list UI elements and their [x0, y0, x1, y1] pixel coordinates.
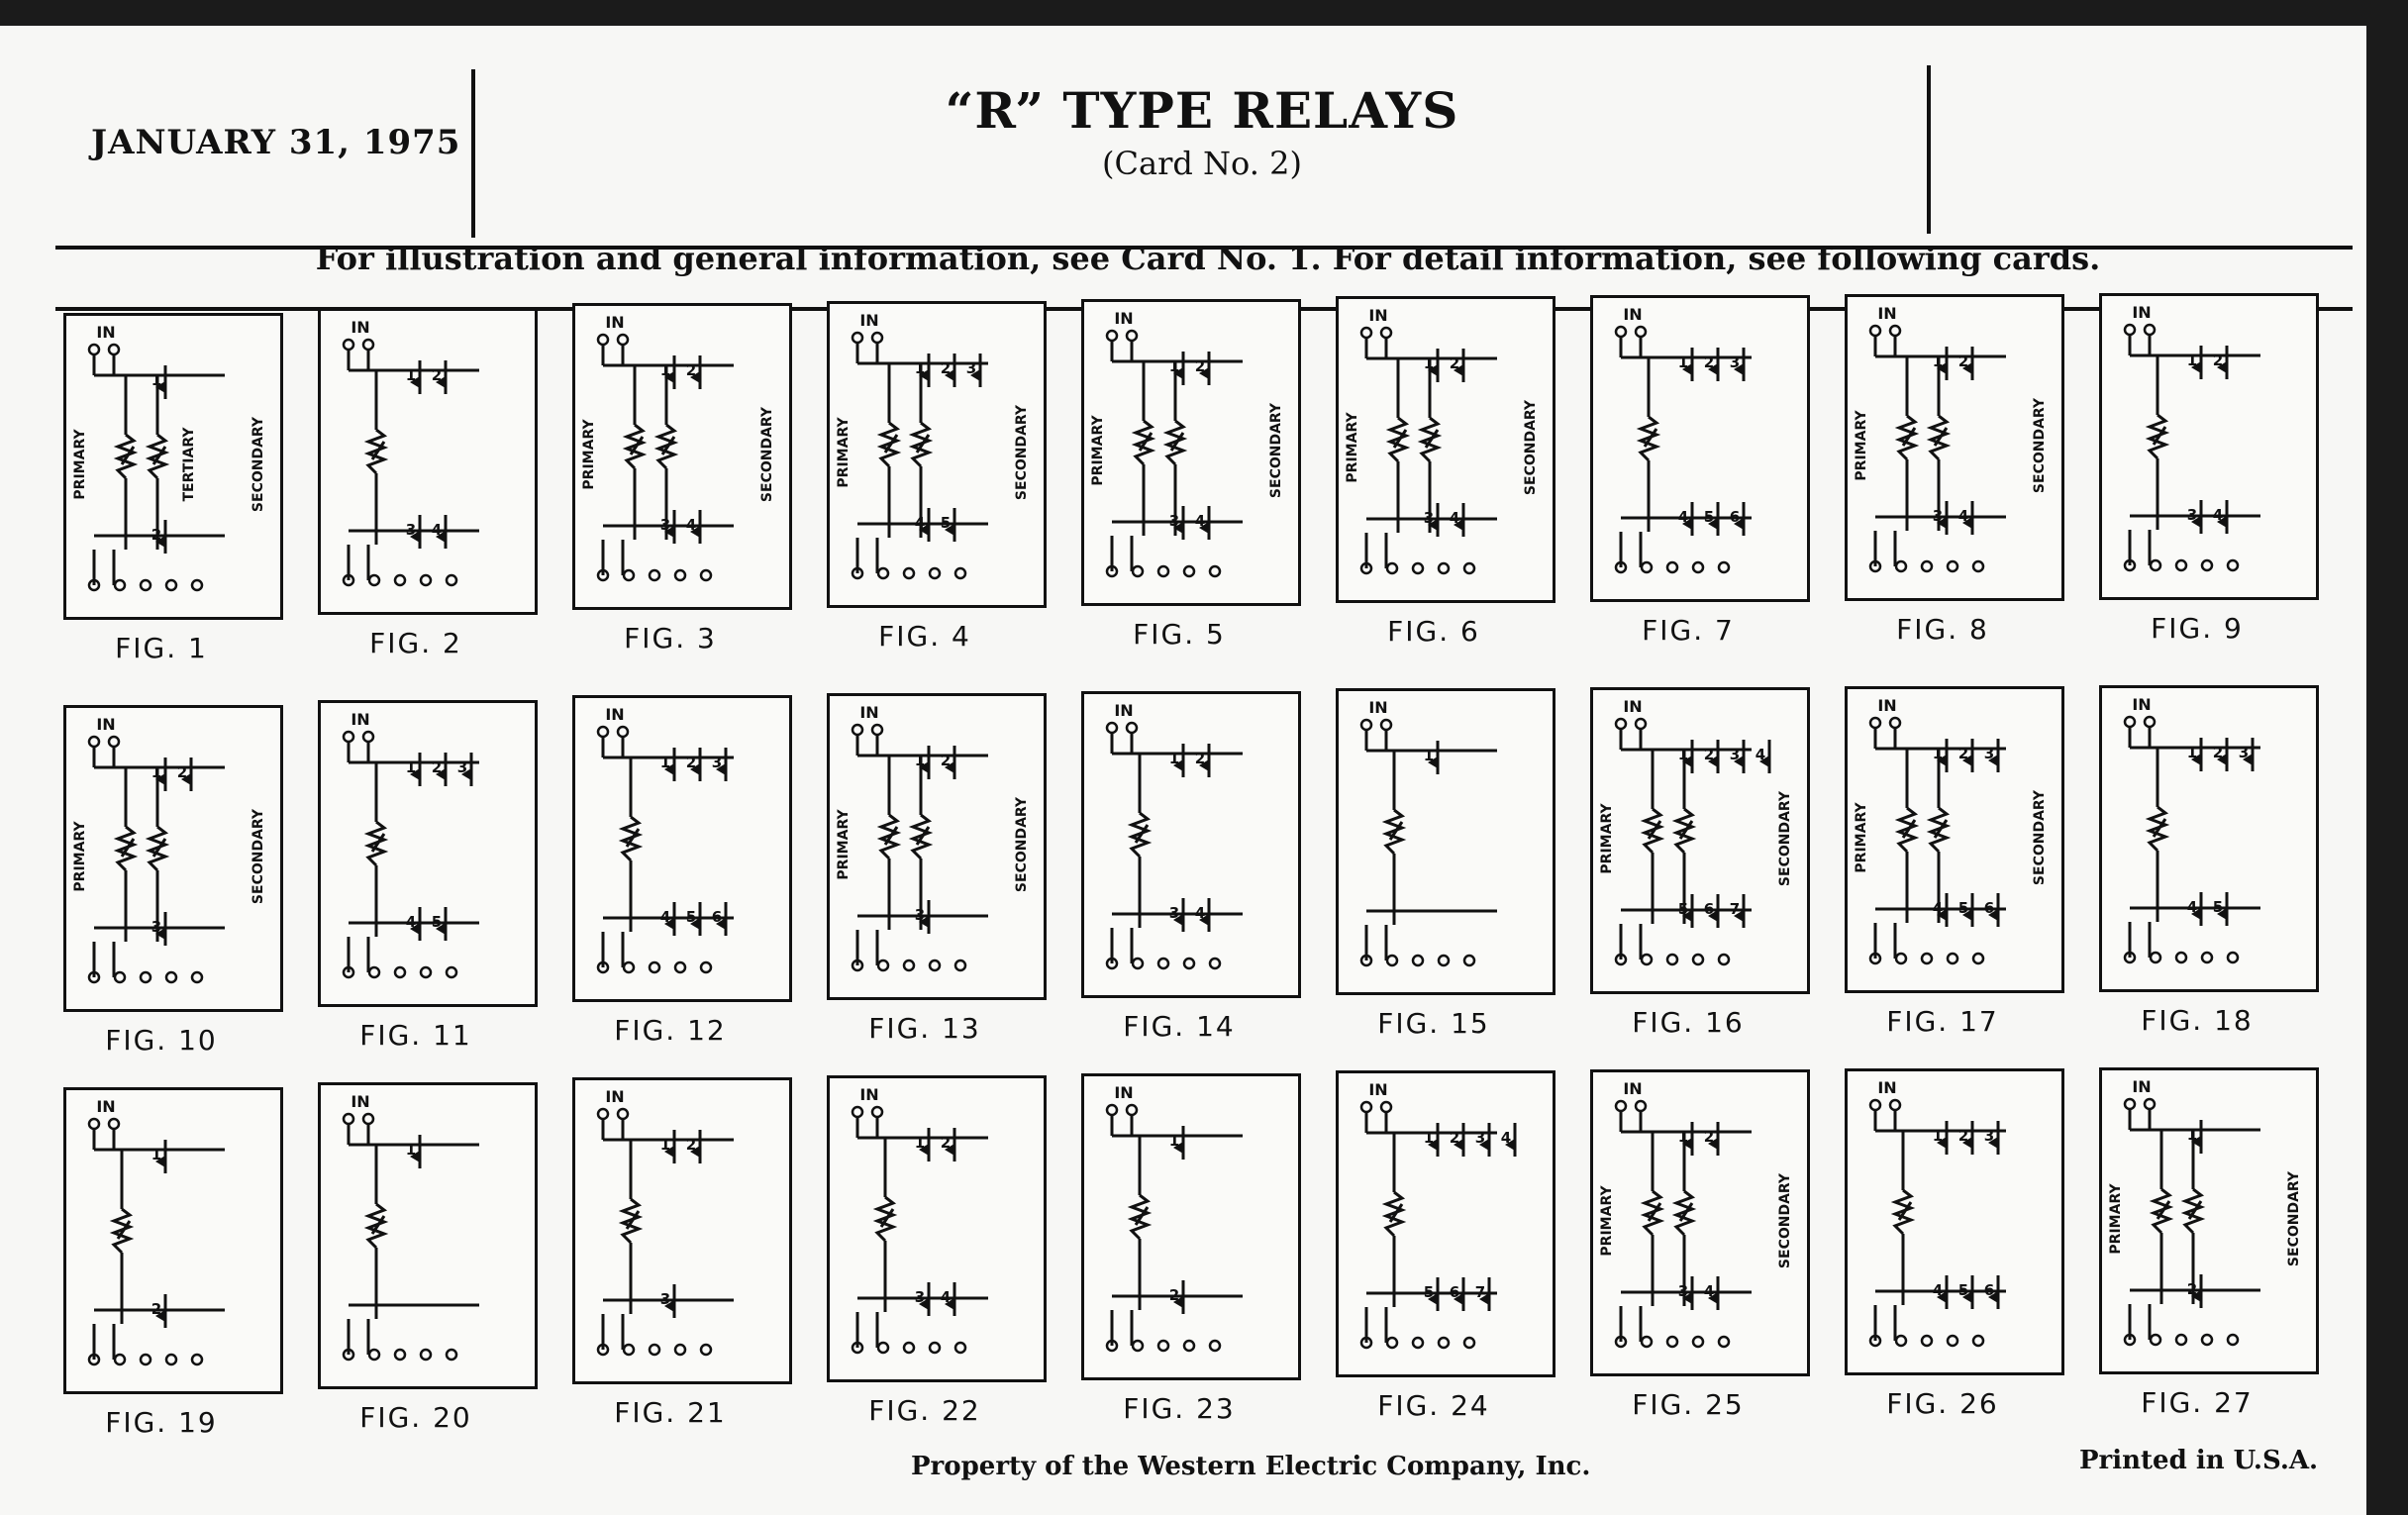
- spring-number: 1: [150, 371, 162, 389]
- spring-number: 2: [1449, 354, 1460, 373]
- spring-number: 4: [1932, 898, 1944, 917]
- relay-schematic: [1084, 694, 1298, 995]
- figure-label: FIG. 14: [1123, 1009, 1236, 1043]
- spring-number: 1: [1677, 1128, 1689, 1146]
- figure-diagram: [1590, 687, 1810, 994]
- spring-number: 5: [1677, 900, 1689, 918]
- spring-number: 2: [685, 754, 697, 772]
- spring-number: 3: [405, 521, 417, 540]
- figure-label: FIG. 15: [1377, 1007, 1490, 1041]
- spring-number: 5: [1957, 1280, 1969, 1299]
- spring-number: 2: [1703, 354, 1715, 371]
- spring-number: 3: [1423, 509, 1435, 528]
- figure-diagram: [1845, 686, 2064, 993]
- coil-label-secondary: SECONDARY: [2032, 789, 2048, 885]
- spring-number: 4: [1957, 506, 1969, 525]
- spring-number: 3: [1983, 1126, 1995, 1145]
- figure-label: FIG. 1: [115, 632, 208, 664]
- spring-number: 4: [914, 514, 926, 532]
- spring-number: 3: [1168, 511, 1180, 530]
- figure-diagram: [2099, 293, 2319, 600]
- spring-number: 1: [1932, 352, 1944, 370]
- coil-label-primary: PRIMARY: [836, 417, 852, 488]
- in-label: IN: [1114, 1082, 1134, 1102]
- figure-label: FIG. 8: [1896, 612, 1989, 646]
- figure-label: FIG. 25: [1632, 1388, 1745, 1421]
- spring-number: 2: [1703, 746, 1715, 763]
- spring-number: 3: [2186, 505, 2198, 524]
- spring-number: 4: [1677, 508, 1689, 526]
- coil-label-primary: PRIMARY: [1599, 1185, 1615, 1257]
- spring-number: 6: [1983, 1280, 1995, 1299]
- spring-number: 1: [1168, 356, 1180, 375]
- spring-number: 5: [1957, 898, 1969, 917]
- relay-schematic: [1848, 297, 2061, 598]
- figure-label: FIG. 12: [614, 1014, 727, 1048]
- spring-number: 1: [405, 758, 417, 777]
- card-date: JANUARY 31, 1975: [91, 123, 461, 162]
- spring-number: 3: [659, 516, 671, 535]
- coil-label-secondary: SECONDARY: [1523, 400, 1539, 496]
- coil-label-primary: PRIMARY: [72, 821, 88, 892]
- relay-schematic: [575, 1080, 789, 1381]
- figure-diagram: [1336, 1070, 1555, 1377]
- figure-label: FIG. 19: [105, 1406, 218, 1439]
- relay-schematic: [1848, 1071, 2061, 1372]
- figure-diagram: [572, 1077, 792, 1384]
- spring-number: 3: [914, 1288, 926, 1306]
- spring-number: 5: [431, 913, 443, 932]
- in-label: IN: [351, 318, 370, 338]
- figure-label: FIG. 11: [359, 1019, 472, 1053]
- spring-number: 4: [1932, 1280, 1944, 1299]
- coil-label-secondary: SECONDARY: [251, 808, 266, 905]
- in-label: IN: [1877, 695, 1897, 715]
- in-label: IN: [96, 1097, 116, 1116]
- figure-label: FIG. 22: [868, 1394, 981, 1427]
- relay-schematic: [2102, 688, 2316, 989]
- coil-label-secondary: SECONDARY: [2032, 397, 2048, 493]
- in-label: IN: [1877, 1077, 1897, 1097]
- spring-number: 1: [1677, 354, 1689, 371]
- in-label: IN: [2132, 1076, 2152, 1096]
- spring-number: 1: [659, 361, 671, 380]
- figure-label: FIG. 17: [1886, 1004, 1999, 1038]
- spring-number: 2: [1957, 744, 1969, 762]
- spring-number: 4: [1755, 746, 1766, 763]
- spring-number: 3: [150, 918, 162, 936]
- coil-label-primary: PRIMARY: [1090, 415, 1106, 486]
- figure-diagram: [1845, 1068, 2064, 1375]
- in-label: IN: [96, 323, 116, 342]
- spring-number: 3: [1932, 506, 1944, 525]
- figure-diagram: [63, 1087, 283, 1394]
- spring-number: 2: [1168, 1285, 1180, 1304]
- spring-number: 1: [2186, 743, 2198, 761]
- spring-number: 1: [405, 1141, 417, 1160]
- coil-label-secondary: SECONDARY: [1777, 1172, 1793, 1269]
- in-label: IN: [1368, 698, 1388, 718]
- in-label: IN: [1368, 1080, 1388, 1100]
- figure-label: FIG. 2: [369, 627, 462, 660]
- spring-number: 4: [659, 908, 671, 927]
- relay-schematic: [1339, 299, 1553, 600]
- relay-schematic: [575, 306, 789, 607]
- spring-number: 1: [1168, 749, 1180, 767]
- in-label: IN: [859, 703, 879, 722]
- relay-schematic: [575, 698, 789, 999]
- spring-number: 3: [1729, 746, 1741, 763]
- spring-number: 3: [659, 1290, 671, 1309]
- figure-diagram: [318, 1082, 538, 1389]
- figure-diagram: [2099, 685, 2319, 992]
- spring-number: 1: [405, 366, 417, 385]
- figure-label: FIG. 21: [614, 1396, 727, 1430]
- spring-number: 5: [2212, 897, 2224, 916]
- in-label: IN: [2132, 694, 2152, 714]
- spring-number: 2: [1449, 1129, 1460, 1148]
- figure-diagram: [572, 695, 792, 1002]
- in-label: IN: [605, 705, 625, 725]
- spring-number: 4: [1500, 1129, 1512, 1148]
- in-label: IN: [859, 1085, 879, 1104]
- card-subtitle: (Card No. 2): [1102, 145, 1302, 182]
- figure-diagram: [827, 693, 1047, 1000]
- spring-number: 3: [711, 754, 723, 772]
- spring-number: 2: [2212, 351, 2224, 369]
- figure-diagram: [827, 1075, 1047, 1382]
- figure-diagram: [1081, 299, 1301, 606]
- relay-card: [0, 26, 2366, 1515]
- relay-schematic: [830, 1078, 1044, 1379]
- spring-number: 5: [1703, 508, 1715, 526]
- spring-number: 1: [1932, 1126, 1944, 1145]
- coil-label-secondary: SECONDARY: [1268, 402, 1284, 498]
- spring-number: 2: [685, 1136, 697, 1155]
- spring-number: 5: [940, 514, 952, 532]
- figure-label: FIG. 20: [359, 1401, 472, 1435]
- figure-diagram: [1081, 1073, 1301, 1380]
- relay-schematic: [66, 1090, 280, 1391]
- in-label: IN: [351, 710, 370, 730]
- spring-number: 3: [1983, 744, 1995, 762]
- in-label: IN: [351, 1092, 370, 1112]
- relay-schematic: [321, 1085, 535, 1386]
- spring-number: 4: [431, 521, 443, 540]
- spring-number: 3: [1729, 354, 1741, 371]
- coil-label-primary: PRIMARY: [2108, 1183, 2124, 1255]
- relay-schematic: [830, 696, 1044, 997]
- relay-schematic: [2102, 296, 2316, 597]
- in-label: IN: [605, 313, 625, 333]
- relay-schematic: [1339, 691, 1553, 992]
- figure-label: FIG. 10: [105, 1024, 218, 1057]
- spring-number: 2: [940, 359, 952, 377]
- coil-label-secondary: SECONDARY: [251, 416, 266, 513]
- figure-diagram: [1590, 1069, 1810, 1376]
- in-label: IN: [1623, 697, 1643, 716]
- figure-label: FIG. 24: [1377, 1389, 1490, 1423]
- in-label: IN: [1368, 306, 1388, 326]
- relay-schematic: [1084, 1076, 1298, 1377]
- spring-number: 3: [2238, 743, 2250, 761]
- relay-schematic: [1593, 1072, 1807, 1373]
- spring-number: 2: [940, 1134, 952, 1152]
- figure-diagram: [1590, 295, 1810, 602]
- figure-label: FIG. 18: [2141, 1003, 2254, 1037]
- coil-label-secondary: SECONDARY: [1777, 790, 1793, 887]
- figure-label: FIG. 4: [878, 620, 971, 653]
- spring-number: 2: [685, 361, 697, 380]
- in-label: IN: [1877, 303, 1897, 323]
- spring-number: 7: [1474, 1283, 1486, 1302]
- spring-number: 6: [1983, 898, 1995, 917]
- coil-label-secondary: SECONDARY: [1014, 796, 1030, 893]
- spring-number: 1: [1168, 1131, 1180, 1150]
- info-line: For illustration and general information, see Card No. 1. For detail information, see following cards.: [315, 240, 2101, 277]
- spring-number: 3: [456, 758, 468, 777]
- spring-number: 2: [1194, 356, 1206, 375]
- card-title: “R” TYPE RELAYS: [945, 81, 1459, 140]
- spring-number: 1: [659, 754, 671, 772]
- coil-label-secondary: SECONDARY: [759, 407, 775, 503]
- spring-number: 2: [1957, 352, 1969, 370]
- coil-label-primary: PRIMARY: [836, 809, 852, 880]
- spring-number: 1: [914, 752, 926, 769]
- spring-number: 2: [176, 763, 188, 781]
- figure-diagram: [827, 301, 1047, 608]
- spring-number: 1: [659, 1136, 671, 1155]
- figure-diagram: [318, 700, 538, 1007]
- spring-number: 6: [711, 908, 723, 927]
- spring-number: 3: [1677, 1282, 1689, 1300]
- spring-number: 2: [1194, 749, 1206, 767]
- in-label: IN: [605, 1087, 625, 1107]
- figure-label: FIG. 16: [1632, 1006, 1745, 1039]
- spring-number: 7: [1729, 900, 1741, 918]
- relay-schematic: [1339, 1073, 1553, 1374]
- figure-diagram: [1081, 691, 1301, 998]
- spring-number: 1: [1677, 746, 1689, 763]
- figure-diagram: [63, 705, 283, 1012]
- coil-label-primary: PRIMARY: [72, 429, 88, 500]
- spring-number: 2: [2212, 743, 2224, 761]
- figure-diagram: [1336, 688, 1555, 995]
- in-label: IN: [2132, 302, 2152, 322]
- in-label: IN: [1114, 700, 1134, 720]
- spring-number: 2: [150, 526, 162, 544]
- spring-number: 4: [1194, 903, 1206, 922]
- spring-number: 6: [1449, 1283, 1460, 1302]
- spring-number: 5: [1423, 1283, 1435, 1302]
- figure-label: FIG. 9: [2151, 611, 2244, 645]
- spring-number: 3: [1168, 903, 1180, 922]
- spring-number: 2: [1703, 1128, 1715, 1146]
- spring-number: 2: [1957, 1126, 1969, 1145]
- in-label: IN: [1623, 1079, 1643, 1098]
- coil-label-primary: PRIMARY: [1854, 802, 1869, 873]
- spring-number: 1: [150, 763, 162, 781]
- figure-label: FIG. 7: [1642, 614, 1735, 647]
- spring-number: 4: [2186, 897, 2198, 916]
- figure-diagram: [63, 313, 283, 620]
- spring-number: 4: [1194, 511, 1206, 530]
- spring-number: 4: [2212, 505, 2224, 524]
- figure-diagram: [572, 303, 792, 610]
- spring-number: 4: [1703, 1282, 1715, 1300]
- footer-printed: Printed in U.S.A.: [2079, 1446, 2319, 1475]
- spring-number: 2: [431, 366, 443, 385]
- coil-label-secondary: SECONDARY: [2286, 1170, 2302, 1266]
- spring-number: 6: [1729, 508, 1741, 526]
- coil-label-tertiary: TERTIARY: [181, 427, 197, 502]
- coil-label-primary: PRIMARY: [1599, 803, 1615, 874]
- spring-number: 1: [2186, 1125, 2198, 1144]
- figure-label: FIG. 6: [1387, 615, 1480, 649]
- coil-label-primary: PRIMARY: [1854, 410, 1869, 481]
- relay-schematic: [321, 703, 535, 1004]
- figure-label: FIG. 3: [624, 622, 717, 656]
- relay-schematic: [1084, 302, 1298, 603]
- spring-number: 3: [1474, 1129, 1486, 1148]
- relay-schematic: [66, 316, 280, 617]
- in-label: IN: [859, 311, 879, 330]
- figure-diagram: [318, 308, 538, 615]
- spring-number: 4: [1449, 509, 1460, 528]
- spring-number: 1: [1423, 1129, 1435, 1148]
- spring-number: 4: [940, 1288, 952, 1306]
- spring-number: 5: [685, 908, 697, 927]
- figure-label: FIG. 26: [1886, 1386, 1999, 1420]
- in-label: IN: [1114, 308, 1134, 328]
- figure-label: FIG. 13: [868, 1012, 981, 1045]
- relay-schematic: [66, 708, 280, 1009]
- footer-property: Property of the Western Electric Company, Inc.: [911, 1452, 1591, 1481]
- spring-number: 3: [965, 359, 977, 377]
- spring-number: 3: [914, 906, 926, 924]
- spring-number: 1: [1423, 354, 1435, 373]
- spring-number: 1: [2186, 351, 2198, 369]
- figure-diagram: [2099, 1067, 2319, 1374]
- spring-number: 2: [940, 752, 952, 769]
- spring-number: 4: [405, 913, 417, 932]
- spring-number: 6: [1703, 900, 1715, 918]
- coil-label-primary: PRIMARY: [581, 419, 597, 490]
- spring-number: 2: [431, 758, 443, 777]
- figure-label: FIG. 27: [2141, 1385, 2254, 1419]
- spring-number: 1: [1423, 747, 1435, 765]
- relay-schematic: [2102, 1070, 2316, 1371]
- relay-schematic: [1593, 690, 1807, 991]
- spring-number: 2: [2186, 1279, 2198, 1298]
- spring-number: 1: [150, 1146, 162, 1163]
- spring-number: 1: [914, 1134, 926, 1152]
- in-label: IN: [1623, 305, 1643, 324]
- spring-number: 1: [914, 359, 926, 377]
- relay-schematic: [321, 311, 535, 612]
- spring-number: 4: [685, 516, 697, 535]
- figure-diagram: [1336, 296, 1555, 603]
- relay-schematic: [1593, 298, 1807, 599]
- coil-label-secondary: SECONDARY: [1014, 404, 1030, 501]
- spring-number: 2: [150, 1300, 162, 1318]
- relay-schematic: [1848, 689, 2061, 990]
- figure-label: FIG. 5: [1133, 617, 1226, 651]
- spring-number: 1: [1932, 744, 1944, 762]
- figure-diagram: [1845, 294, 2064, 601]
- in-label: IN: [96, 715, 116, 734]
- coil-label-primary: PRIMARY: [1345, 412, 1360, 483]
- figure-label: FIG. 23: [1123, 1391, 1236, 1425]
- relay-schematic: [830, 304, 1044, 605]
